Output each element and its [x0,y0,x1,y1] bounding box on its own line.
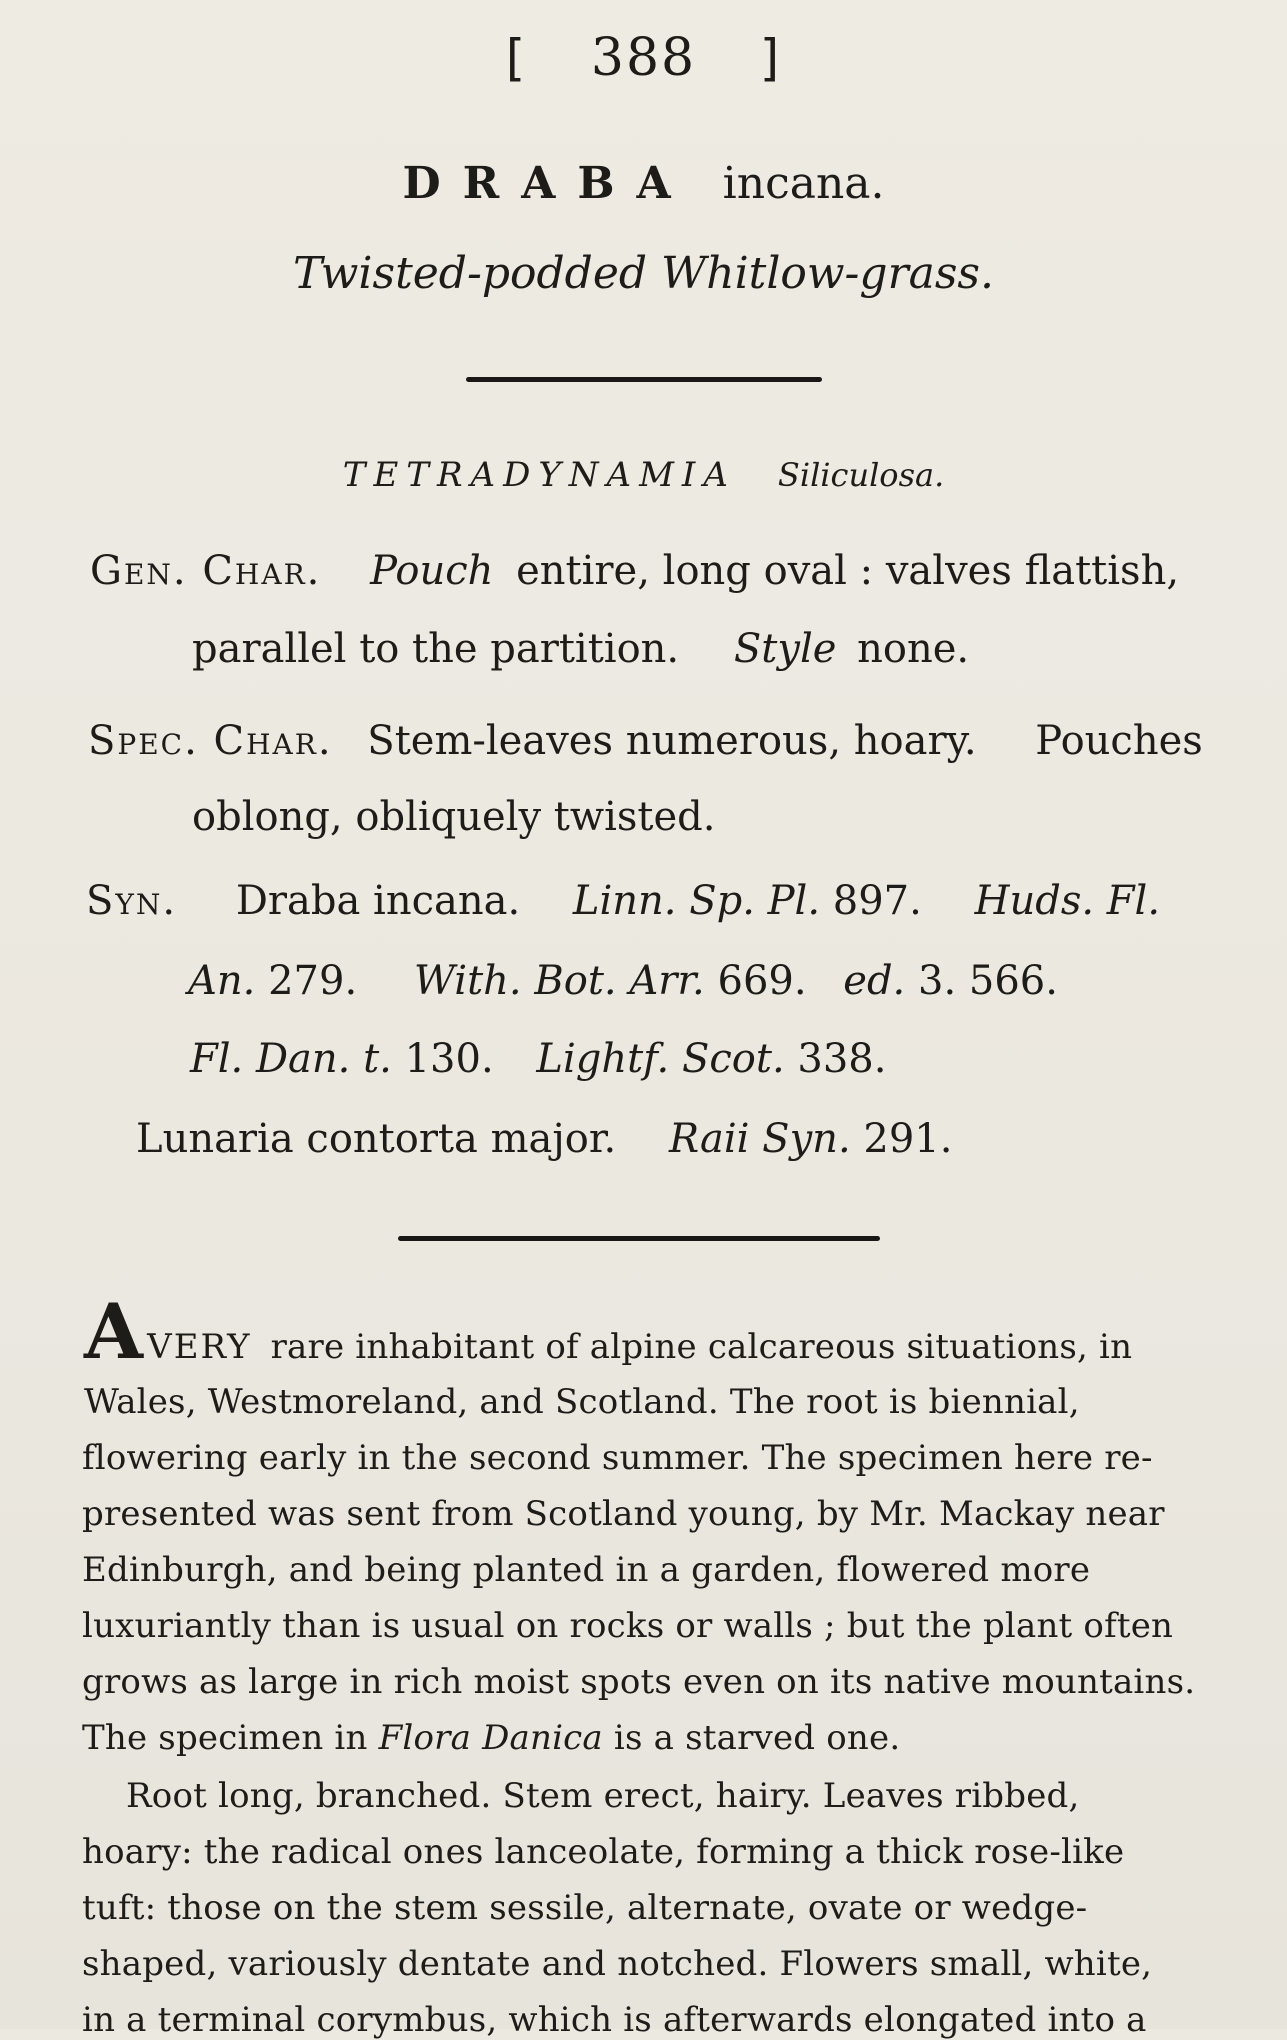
syn-lightf-page: 338. [797,1036,887,1082]
syn-line-2 [188,958,1058,1004]
syn-line-3 [190,1036,886,1082]
gen-char-label: Gen. Char. [90,548,322,594]
gen-char-text-3: none. [857,626,970,672]
common-name: Twisted-podded Whitlow-grass. [292,248,994,299]
paragraph-1-text: rare inhabitant of alpine calcareous situations, in [270,1327,1133,1367]
first-word: VERY [147,1327,252,1367]
paragraph-2-line-1: Root long, branched. Stem erect, hairy. Leaves ribbed, [126,1776,1080,1816]
syn-an: An. [188,958,256,1004]
linnaean-class [0,455,1287,495]
syn-lunaria: Lunaria contorta major. [136,1116,617,1162]
gen-char-term: Pouch [370,548,494,594]
gen-char-text-2: parallel to the partition. [192,626,680,672]
syn-linn: Linn. Sp. Pl. [572,878,821,924]
bracket-open: [ [498,29,531,87]
paragraph-1-line-6: luxuriantly than is usual on rocks or walls ; but the plant often [82,1606,1174,1646]
class-name: TETRADYNAMIA [342,455,736,495]
syn-fl-dan-page: 130. [404,1036,494,1082]
syn-linn-page: 897. [832,878,922,924]
paragraph-2-line-3: tuft: those on the stem sessile, alternate, ovate or wedge- [82,1888,1088,1928]
spec-char-line-2: oblong, obliquely twisted. [192,794,716,840]
spec-char-text: Stem-leaves numerous, hoary. [367,718,977,764]
paragraph-1-line-2: Wales, Westmoreland, and Scotland. The root is biennial, [84,1382,1080,1422]
order-name: Siliculosa. [777,456,945,494]
paragraph-1-text-a: The specimen in [82,1718,368,1758]
drop-cap: A [84,1287,144,1376]
gen-char-text: entire, long oval : valves flattish, [516,548,1180,594]
paragraph-1-line-7: grows as large in rich moist spots even on its native mountains. [82,1662,1196,1702]
syn-line-4 [136,1116,952,1162]
flora-danica-title: Flora Danica [378,1718,603,1758]
page-number-header [0,28,1287,88]
species-title [0,158,1287,209]
species-name: incana. [722,158,885,209]
divider-rule-2 [398,1236,880,1241]
syn-line-1 [86,878,1160,924]
spec-char-label: Spec. Char. [88,718,333,764]
syn-fl-dan: Fl. Dan. t. [190,1036,392,1082]
syn-with: With. Bot. Arr. [413,958,705,1004]
paragraph-2-line-2: hoary: the radical ones lanceolate, forming a thick rose-like [82,1832,1125,1872]
paragraph-1-line-1 [84,1287,1133,1376]
genus-name: DRABA [402,158,693,209]
paragraph-1-line-4: presented was sent from Scotland young, by Mr. Mackay near [82,1494,1165,1534]
paragraph-1-line-3: flowering early in the second summer. The specimen here re- [82,1438,1153,1478]
bracket-close: ] [756,29,789,87]
spec-char-line-1 [88,718,1203,764]
syn-an-page: 279. [268,958,358,1004]
paragraph-1-line-8 [82,1718,900,1758]
syn-ed: ed. [843,958,906,1004]
syn-raii-page: 291. [863,1116,953,1162]
syn-draba: Draba incana. [235,878,521,924]
syn-huds: Huds. Fl. [974,878,1161,924]
gen-char-line-1 [90,548,1179,594]
gen-char-line-2 [192,626,969,672]
paragraph-1-line-5: Edinburgh, and being planted in a garden, flowered more [82,1550,1091,1590]
syn-raii: Raii Syn. [669,1116,851,1162]
paragraph-2-line-5: in a terminal corymbus, which is afterwards elongated into a [82,2000,1147,2040]
spec-char-text-b: Pouches [1035,718,1203,764]
page-number: 388 [590,28,697,88]
syn-lightf: Lightf. Scot. [536,1036,785,1082]
paragraph-1-text-c: is a starved one. [613,1718,901,1758]
paragraph-2-line-4: shaped, variously dentate and notched. Flowers small, white, [82,1944,1153,1984]
syn-ed-page: 3. 566. [918,958,1058,1004]
gen-char-term-2: Style [733,626,837,672]
syn-label: Syn. [86,878,178,924]
divider-rule [466,377,822,382]
syn-with-page: 669. [717,958,807,1004]
